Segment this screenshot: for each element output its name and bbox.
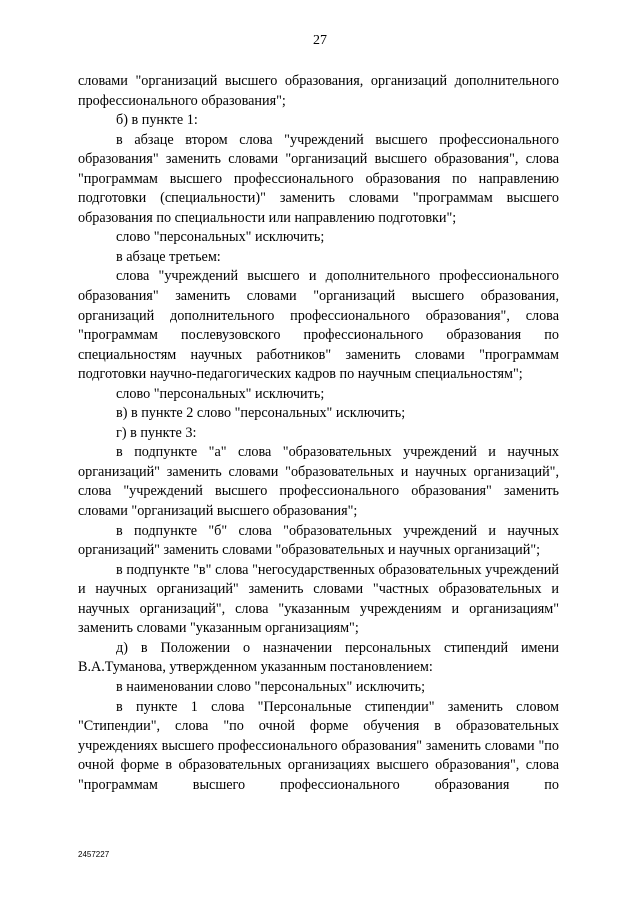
paragraph: в) в пункте 2 слово "персональных" исключить; xyxy=(116,405,406,422)
paragraph: словами "организаций высшего образования, организаций дополнительного профессионального образования"; xyxy=(78,73,559,109)
paragraph: в абзаце втором слова "учреждений высшего профессионального образования" заменить словами "организаций высшего образования", слова "программам высшего профессионального образования по направлению подготовки (специальности)" заменить словами "программам высшего образования по специальности или направлению подготовки"; xyxy=(78,131,559,226)
paragraph: г) в пункте 3: xyxy=(116,424,197,441)
paragraph: в абзаце третьем: xyxy=(116,248,221,265)
paragraph: слова "учреждений высшего и дополнительного профессионального образования" заменить словами "организаций высшего образования, организаций дополнительного профессионального образования", слова "программам послевузовского профессионального образования по специальностям научных работников" заменить словами "программам подготовки научно-педагогических кадров по научным специальностям"; xyxy=(78,268,559,383)
document-body xyxy=(78,72,559,795)
page-number: 27 xyxy=(313,33,327,48)
paragraph: в пункте 1 слова "Персональные стипендии" заменить словом "Стипендии", слова "по очной форме обучения в образовательных учреждениях высшего профессионального образования" заменить словами "по очной форме в образовательных организациях высшего образования", слова "программам высшего профессионального образования по xyxy=(78,698,559,793)
paragraph: в подпункте "в" слова "негосударственных образовательных учреждений и научных организаций" заменить словами "частных образовательных и научных организаций", слова "указанным учреждениям и организациям" заменить словами "указанным организациям"; xyxy=(78,561,559,637)
paragraph: в наименовании слово "персональных" исключить; xyxy=(116,678,426,695)
paragraph: слово "персональных" исключить; xyxy=(116,385,325,402)
document-code: 2457227 xyxy=(78,850,110,859)
paragraph: слово "персональных" исключить; xyxy=(116,229,325,246)
paragraph: д) в Положении о назначении персональных стипендий имени В.А.Туманова, утвержденном указанным постановлением: xyxy=(78,639,559,676)
paragraph: б) в пункте 1: xyxy=(116,112,198,129)
paragraph: в подпункте "б" слова "образовательных учреждений и научных организаций" заменить словами "образовательных и научных организаций"; xyxy=(78,522,559,559)
paragraph: в подпункте "а" слова "образовательных учреждений и научных организаций" заменить словами "образовательных и научных организаций", слова "учреждений высшего профессионального образования" заменить словами "организаций высшего образования"; xyxy=(78,444,559,520)
